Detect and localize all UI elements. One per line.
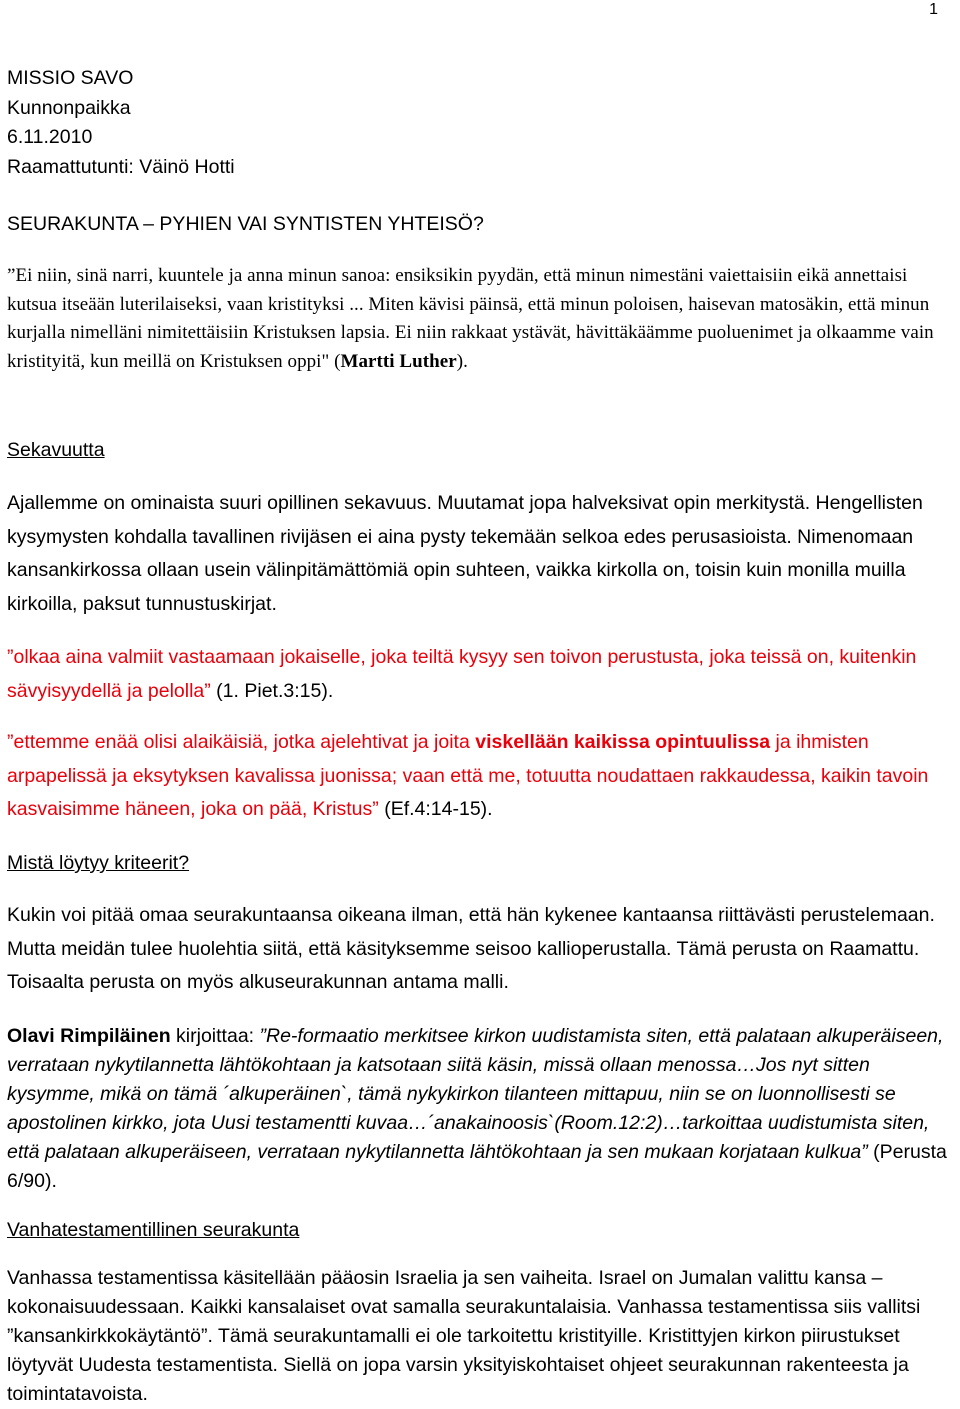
document-header bbox=[7, 64, 957, 182]
rimpilainen-quote-ref: (Perusta 6/90). bbox=[7, 1141, 947, 1192]
verse-ephesians-ref: (Ef.4:14-15). bbox=[378, 798, 493, 821]
organization-name: MISSIO SAVO bbox=[7, 67, 134, 89]
verse-ephesians bbox=[7, 726, 957, 827]
section3-paragraph: Vanhassa testamentissa käsitellään pääosin Israelia ja sen vaiheita. Israel on Jumalan valittu kansa – kokonaisuudessaan. Kaikki kansalaiset ovat samalla seurakuntalaisia. Vanhassa testamentissa siis vallitsi ”kansankirkkokäytäntö”. Tämä seurakuntamalli ei ole tarkoitettu kristityille. Kristittyjen kirkon piirustukset löytyvät Uudesta testamentista. Siellä on jopa varsin yksityiskohtaiset ohjeet seurakunnan rakenteesta ja toimintatavoista. bbox=[7, 1267, 921, 1405]
rimpilainen-author: Olavi Rimpiläinen bbox=[7, 1025, 171, 1047]
verse-1-peter-ref: (1. Piet.3:15). bbox=[210, 679, 334, 702]
section-heading-sekavuutta: Sekavuutta bbox=[7, 439, 105, 461]
section1-paragraph: Ajallemme on ominaista suuri opillinen sekavuus. Muutamat jopa halveksivat opin merkitystä. Hengellisten kysymysten kohdalla tavallinen rivijäsen ei aina pysty tekemään selkoa edes perusasioista. Nimenomaan kansankirkossa ollaan usein välinpitämättömiä opin suhteen, vaikka kirkolla on, toisin kuin monilla muilla kirkoilla, paksut tunnustuskirjat. bbox=[7, 492, 923, 615]
page-number: 1 bbox=[929, 1, 938, 18]
document-title: SEURAKUNTA – PYHIEN VAI SYNTISTEN YHTEISÖ? bbox=[7, 213, 484, 235]
verse-ephesians-text-a: ”ettemme enää olisi alaikäisiä, jotka ajelehtivat ja joita bbox=[7, 731, 476, 753]
section-heading-vanhatestamentillinen: Vanhatestamentillinen seurakunta bbox=[7, 1219, 300, 1241]
rimpilainen-intro: kirjoittaa: bbox=[170, 1025, 260, 1047]
rimpilainen-quote bbox=[7, 1022, 957, 1196]
date-text: 6.11.2010 bbox=[7, 126, 93, 148]
luther-quote bbox=[7, 262, 957, 376]
rimpilainen-quote-text: ”Re-formaatio merkitsee kirkon uudistamista siten, että palataan alkuperäiseen, verrataan nykytilannetta lähtökohtaan ja katsotaan siitä käsin, missä ollaan menossa…Jos nyt sitten kysymme, mikä on tämä ´alkuperäinen`, tämä nykykirkon tilanteen mittapuu, niin se on luonnollisesti se apostolinen kirkko, jota Uusi testamentti kuvaa…´anakainoosis`(Room.12:2)…tarkoittaa uudistumista siten, että palataan alkuperäiseen, verrataan nykytilannetta lähtökohtaan ja sen mukaan korjataan kulkua” bbox=[7, 1025, 944, 1163]
section2-paragraph: Kukin voi pitää omaa seurakuntaansa oikeana ilman, että hän kykenee kantaansa riittävästi perustelemaan. Mutta meidän tulee huolehtia siitä, että käsityksemme seisoo kallioperustalla. Tämä perusta on Raamattu. Toisaalta perusta on myös alkuseurakunnan antama malli. bbox=[7, 904, 935, 994]
verse-1-peter-text: ”olkaa aina valmiit vastaamaan jokaiselle, joka teiltä kysyy sen toivon perustusta, joka teissä on, kuitenkin sävyisyydellä ja pelolla” bbox=[7, 646, 917, 702]
luther-quote-author: Martti Luther bbox=[340, 350, 457, 372]
verse-ephesians-emphasis: viskellään kaikissa opintuulissa bbox=[475, 731, 771, 753]
section-heading-kriteerit: Mistä löytyy kriteerit? bbox=[7, 852, 190, 874]
location-name: Kunnonpaikka bbox=[7, 96, 131, 119]
luther-quote-close: ). bbox=[456, 350, 468, 372]
verse-1-peter bbox=[7, 641, 957, 708]
luther-quote-text: ”Ei niin, sinä narri, kuuntele ja anna minun sanoa: ensiksikin pyydän, että minun nimestäni vaiettaisiin eikä annettaisi kutsua itseään luterilaiseksi, vaan kristityksi ... Miten kävisi päinsä, että minun poloisen, haisevan matosäkin, että minun kurjalla nimelläni nimitettäisiin Kristuksen lapsia. Ei niin rakkaat ystävät, hävittäkäämme puoluenimet ja olkaamme vain kristityitä, kun meillä on Kristuksen oppi" ( bbox=[7, 265, 934, 372]
speaker-line: Raamattutunti: Väinö Hotti bbox=[7, 155, 235, 178]
verse-ephesians-text-b: ja ihmisten arpapelissä ja eksytyksen kavalissa juonissa; vaan että me, totuutta noudattaen rakkaudessa, kaikin tavoin kasvaisimme häneen, joka on pää, Kristus” bbox=[7, 731, 929, 821]
